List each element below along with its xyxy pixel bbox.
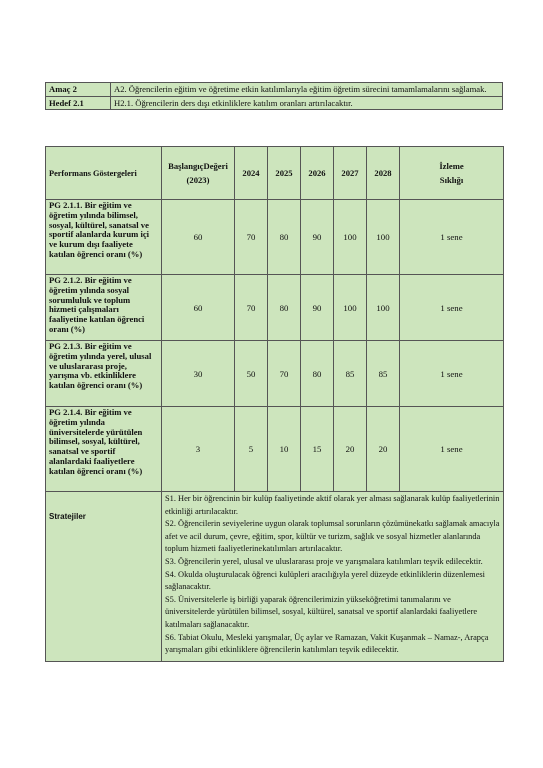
header-performance: Performans Göstergeleri: [46, 147, 162, 200]
header-2026: 2026: [301, 147, 334, 200]
header-baseline: [162, 147, 235, 200]
strategy-item: S2. Öğrencilerin seviyelerine uygun olarak toplumsal sorunların çözümünekatkı sağlamak amacıyla afet ve acil durum, çevre, eğitim, spor, kültür ve turizm, sağlık ve sosyal hizmetler alanlarında toplum hizmeti faaliyetlerinekatılımları artırılacaktır.: [165, 519, 500, 554]
header-monitoring: [400, 147, 504, 200]
value-2027: 85: [334, 341, 367, 407]
goal-row: [46, 83, 503, 97]
header-2027: 2027: [334, 147, 367, 200]
table-row: [46, 275, 504, 341]
value-2027: 100: [334, 275, 367, 341]
header-monitoring-line2: Sıklığı: [439, 175, 464, 185]
strategy-item: S4. Okulda oluşturulacak öğrenci kulüpleri aracılığıyla yerel düzeyde etkinliklerin düzenlemesi sağlanacaktır.: [165, 569, 486, 592]
value-2028: 85: [367, 341, 400, 407]
table-row: [46, 407, 504, 492]
value-2026: 80: [301, 341, 334, 407]
target-row: [46, 96, 503, 110]
value-2024: 50: [235, 341, 268, 407]
header-row: [46, 147, 504, 200]
header-monitoring-line1: İzleme: [439, 161, 464, 171]
header-baseline-line2: (2023): [186, 175, 210, 185]
monitoring-value: 1 sene: [400, 275, 504, 341]
strategy-item: S5. Üniversitelerle iş birliği yaparak öğrencilerimizin yükseköğretimi tanımalarını ve üniversitelerde yürütülen bilimsel, sosyal, kültürel, sanatsal ve sportif alanlardaki faaliyetlere katılmaları sağlanacaktır.: [165, 594, 478, 629]
strategy-item: S1. Her bir öğrencinin bir kulüp faaliyetinde aktif olarak yer alması sağlanarak kulüp faaliyetlerinin etkinliği artırılacaktır.: [165, 494, 500, 516]
strategies-label: Stratejiler: [46, 492, 162, 662]
table-row: [46, 200, 504, 275]
monitoring-value: 1 sene: [400, 341, 504, 407]
strategy-item: S3. Öğrencilerin yerel, ulusal ve uluslararası proje ve yarışmalara katılımları teşvik edilecektir.: [165, 556, 483, 566]
baseline-value: 60: [162, 275, 235, 341]
value-2028: 20: [367, 407, 400, 492]
value-2025: 10: [268, 407, 301, 492]
header-2028: 2028: [367, 147, 400, 200]
baseline-value: 3: [162, 407, 235, 492]
baseline-value: 30: [162, 341, 235, 407]
value-2024: 70: [235, 275, 268, 341]
indicator-label: PG 2.1.1. Bir eğitim ve öğretim yılında bilimsel, sosyal, kültürel, sanatsal ve sportif alanlarda kurum içi ve kurum dışı faaliyete katılan öğrenci oranı (%): [46, 200, 162, 275]
baseline-value: 60: [162, 200, 235, 275]
monitoring-value: 1 sene: [400, 200, 504, 275]
header-baseline-line1: BaşlangıçDeğeri: [168, 161, 228, 171]
table-row: [46, 341, 504, 407]
value-2024: 70: [235, 200, 268, 275]
strategies-row: [46, 492, 504, 662]
performance-table: [45, 146, 504, 662]
value-2026: 90: [301, 275, 334, 341]
value-2027: 20: [334, 407, 367, 492]
strategy-item: S6. Tabiat Okulu, Mesleki yarışmalar, Üç aylar ve Ramazan, Vakit Kuşanmak – Namaz-, Arapça yarışmaları gibi etkinliklere öğrencilerin katılımları teşvik edilecektir.: [165, 632, 489, 655]
strategies-list: [162, 492, 504, 662]
header-2025: 2025: [268, 147, 301, 200]
header-2024: 2024: [235, 147, 268, 200]
target-text: H2.1. Öğrencilerin ders dışı etkinliklere katılım oranları artırılacaktır.: [111, 96, 503, 110]
goal-text: A2. Öğrencilerin eğitim ve öğretime etkin katılımlarıyla eğitim öğretim sürecini tamamlamalarını sağlamak.: [111, 83, 503, 97]
value-2026: 15: [301, 407, 334, 492]
value-2025: 80: [268, 275, 301, 341]
monitoring-value: 1 sene: [400, 407, 504, 492]
value-2027: 100: [334, 200, 367, 275]
value-2025: 70: [268, 341, 301, 407]
target-label: Hedef 2.1: [46, 96, 111, 110]
indicator-label: PG 2.1.4. Bir eğitim ve öğretim yılında üniversitelerde yürütülen bilimsel, sosyal, kültürel, sanatsal ve sportif alanlardaki faaliyetlere katılan öğrenci oranı (%): [46, 407, 162, 492]
goal-table: [45, 82, 503, 110]
indicator-label: PG 2.1.3. Bir eğitim ve öğretim yılında yerel, ulusal ve uluslararası proje, yarışma vb. etkinliklere katılan öğrenci oranı (%): [46, 341, 162, 407]
value-2025: 80: [268, 200, 301, 275]
value-2024: 5: [235, 407, 268, 492]
goal-label: Amaç 2: [46, 83, 111, 97]
indicator-label: PG 2.1.2. Bir eğitim ve öğretim yılında sosyal sorumluluk ve toplum hizmeti çalışmaları faaliyetine katılan öğrenci oranı (%): [46, 275, 162, 341]
value-2028: 100: [367, 275, 400, 341]
value-2026: 90: [301, 200, 334, 275]
value-2028: 100: [367, 200, 400, 275]
